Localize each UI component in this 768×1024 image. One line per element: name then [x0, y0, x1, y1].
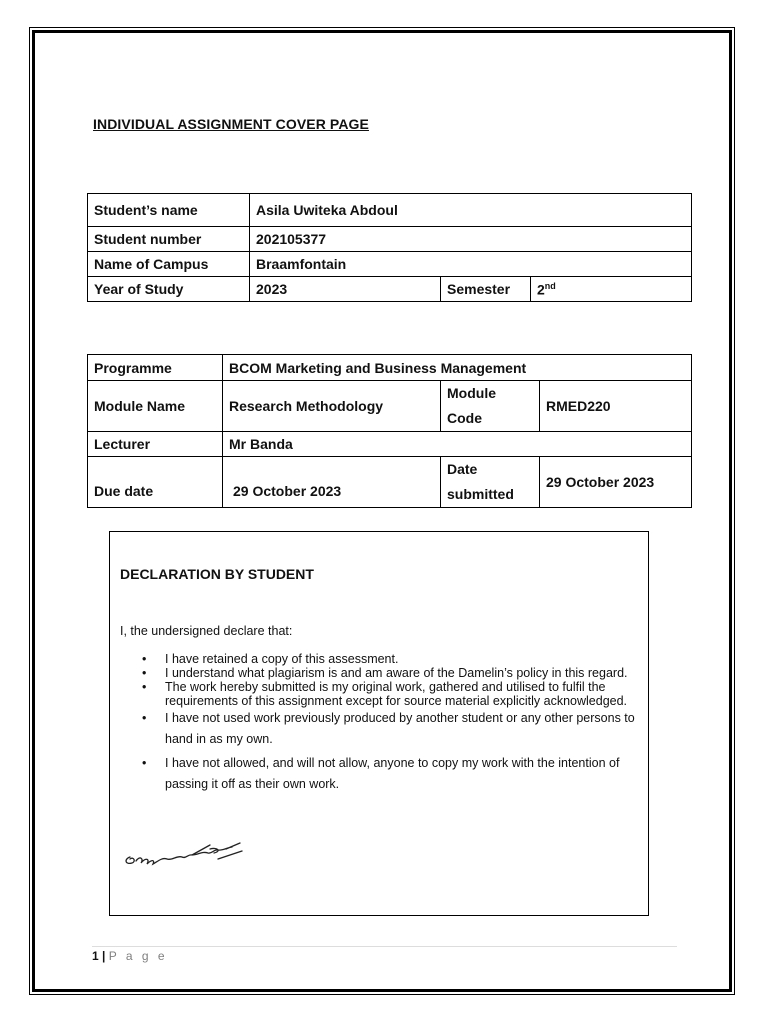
- year-value: 2023: [250, 277, 441, 302]
- page-label: P a g e: [108, 949, 168, 963]
- programme-value: BCOM Marketing and Business Management: [223, 355, 692, 381]
- declaration-item: • I have not allowed, and will not allow, anyone to copy my work with the intention of passing it off as their own work.: [142, 756, 620, 791]
- student-info-table: [87, 193, 692, 302]
- module-code-label-line2: Code: [447, 410, 482, 426]
- declaration-item: • The work hereby submitted is my original work, gathered and utilised to fulfil the requirements of this assignment except for source material explicitly acknowledged.: [142, 680, 628, 708]
- module-code-label: [441, 381, 540, 432]
- page-number: 1: [92, 949, 99, 963]
- due-date-value: 29 October 2023: [223, 457, 441, 508]
- footer-separator: |: [102, 949, 106, 963]
- page-title: INDIVIDUAL ASSIGNMENT COVER PAGE: [93, 116, 369, 132]
- semester-label: Semester: [441, 277, 531, 302]
- semester-suffix: nd: [544, 280, 556, 291]
- date-submitted-label-line2: submitted: [447, 486, 514, 502]
- declaration-item: • I have retained a copy of this assessment.: [142, 652, 399, 666]
- page-footer: [92, 949, 168, 963]
- student-number-label: Student number: [88, 227, 250, 252]
- lecturer-label: Lecturer: [88, 432, 223, 457]
- declaration-intro: I, the undersigned declare that:: [120, 624, 293, 638]
- semester-number: 2: [537, 281, 545, 298]
- module-code-value: RMED220: [540, 381, 692, 432]
- declaration-title: DECLARATION BY STUDENT: [120, 566, 314, 582]
- signature-image: [122, 837, 247, 872]
- campus-label: Name of Campus: [88, 252, 250, 277]
- module-name-label: Module Name: [88, 381, 223, 432]
- programme-label: Programme: [88, 355, 223, 381]
- date-submitted-label-line1: Date: [447, 461, 478, 477]
- year-label: Year of Study: [88, 277, 250, 302]
- module-name-value: Research Methodology: [223, 381, 441, 432]
- lecturer-value: Mr Banda: [223, 432, 692, 457]
- student-name-label: Student’s name: [88, 194, 250, 227]
- module-code-label-line1: Module: [447, 385, 496, 401]
- semester-value: [531, 277, 692, 302]
- declaration-item: • I understand what plagiarism is and am aware of the Damelin’s policy in this regard.: [142, 666, 628, 680]
- footer-divider: [92, 946, 677, 947]
- due-date-label: Due date: [88, 457, 223, 508]
- module-info-table: [87, 354, 692, 508]
- date-submitted-value: 29 October 2023: [540, 457, 692, 508]
- student-name-value: Asila Uwiteka Abdoul: [250, 194, 692, 227]
- declaration-box: [109, 531, 649, 916]
- declaration-list: [120, 652, 640, 795]
- campus-value: Braamfontain: [250, 252, 692, 277]
- student-number-value: 202105377: [250, 227, 692, 252]
- declaration-item: • I have not used work previously produced by another student or any other persons to hand in as my own.: [142, 711, 635, 746]
- date-submitted-label: [441, 457, 540, 508]
